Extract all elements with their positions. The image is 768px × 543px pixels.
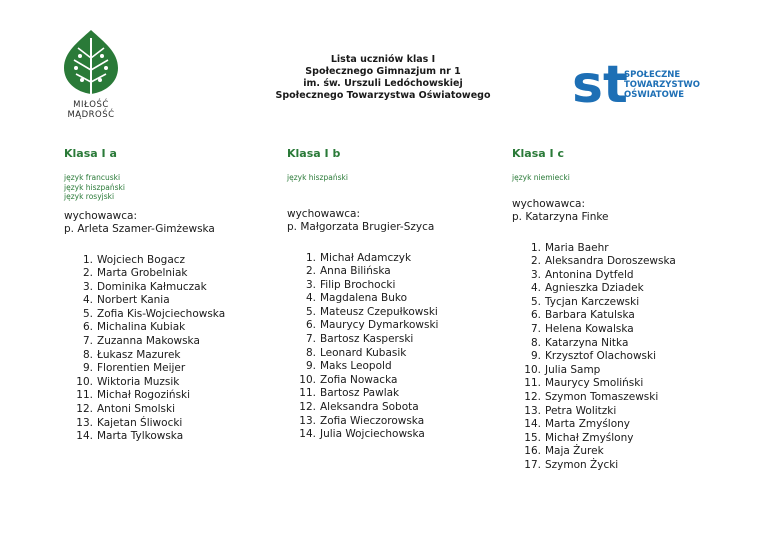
language-list: [512, 173, 722, 183]
student-name: Szymon Tomaszewski: [545, 391, 659, 404]
class-column-b: [287, 147, 497, 442]
student-name: Leonard Kubasik: [320, 346, 407, 359]
language-item: język francuski: [64, 173, 121, 182]
student-item: [287, 387, 497, 401]
sto-line3: OŚWIATOWE: [624, 90, 685, 100]
student-name: Szymon Życki: [545, 459, 619, 471]
teacher-label: wychowawca:: [512, 197, 586, 210]
document-title: [270, 54, 496, 102]
student-number: 14.: [76, 430, 93, 443]
student-number: 7.: [530, 323, 541, 336]
student-name: Mateusz Czepułkowski: [320, 305, 438, 318]
student-number: 10.: [76, 375, 93, 388]
class-name: Klasa I a: [64, 147, 117, 160]
student-name: Aleksandra Doroszewska: [545, 255, 676, 268]
student-item: [64, 376, 274, 390]
student-item: [64, 417, 274, 431]
student-name: Maurycy Smoliński: [545, 377, 644, 390]
language-item: język niemiecki: [512, 173, 570, 182]
title-line: im. św. Urszuli Ledóchowskiej: [303, 78, 463, 89]
student-name: Antonina Dytfeld: [545, 268, 634, 281]
student-item: [287, 279, 497, 293]
student-name: Michał Rogoziński: [97, 389, 191, 402]
student-number: 3.: [530, 268, 541, 281]
student-name: Marta Grobelniak: [97, 267, 188, 280]
student-number: 13.: [76, 416, 93, 429]
student-number: 1.: [82, 253, 93, 266]
student-number: 13.: [524, 404, 541, 417]
student-name: Zofia Nowacka: [320, 373, 398, 386]
student-name: Bartosz Kasperski: [320, 333, 414, 346]
student-name: Tycjan Karczewski: [545, 295, 640, 308]
student-number: 3.: [82, 280, 93, 293]
student-list: [287, 252, 497, 442]
student-item: [287, 428, 497, 442]
student-item: [64, 321, 274, 335]
student-name: Florentien Meijer: [97, 362, 186, 375]
student-number: 9.: [82, 362, 93, 375]
student-number: 6.: [530, 309, 541, 322]
school-logo: [58, 28, 124, 120]
student-number: 12.: [524, 391, 541, 404]
student-item: [64, 389, 274, 403]
student-name: Zuzanna Makowska: [97, 335, 200, 348]
student-number: 10.: [299, 373, 316, 386]
student-item: [512, 364, 722, 378]
student-number: 8.: [305, 346, 316, 359]
language-list: [287, 173, 497, 183]
class-teacher: [512, 198, 722, 224]
student-item: [512, 432, 722, 446]
student-item: [287, 252, 497, 266]
student-number: 6.: [305, 319, 316, 332]
student-number: 11.: [524, 377, 541, 390]
student-number: 14.: [299, 428, 316, 441]
student-name: Filip Brochocki: [320, 278, 396, 291]
student-item: [512, 350, 722, 364]
student-number: 14.: [524, 418, 541, 431]
student-item: [287, 265, 497, 279]
student-item: [64, 281, 274, 295]
student-number: 5.: [82, 307, 93, 320]
student-name: Norbert Kania: [97, 294, 170, 307]
student-number: 16.: [524, 445, 541, 458]
student-name: Bartosz Pawlak: [320, 387, 400, 400]
student-item: [512, 269, 722, 283]
student-item: [64, 308, 274, 322]
class-teacher: [287, 208, 497, 234]
student-item: [512, 459, 722, 473]
language-item: język hiszpański: [287, 173, 348, 182]
student-name: Anna Bilińska: [320, 265, 391, 278]
student-number: 17.: [524, 459, 541, 471]
student-name: Julia Samp: [545, 363, 601, 376]
student-name: Petra Wolitzki: [545, 404, 617, 417]
student-name: Marta Zmyślony: [545, 418, 631, 431]
student-name: Michał Zmyślony: [545, 431, 634, 444]
student-number: 1.: [530, 241, 541, 254]
student-name: Krzysztof Olachowski: [545, 350, 657, 363]
language-item: język rosyjski: [64, 192, 115, 201]
student-name: Julia Wojciechowska: [320, 428, 425, 441]
student-item: [512, 445, 722, 459]
class-column-c: [512, 147, 722, 473]
student-number: 4.: [82, 294, 93, 307]
student-number: 7.: [82, 335, 93, 348]
student-name: Zofia Kis-Wojciechowska: [97, 307, 226, 320]
title-line: Społecznego Gimnazjum nr 1: [305, 66, 461, 77]
teacher-name: p. Katarzyna Finke: [512, 210, 609, 223]
student-item: [512, 282, 722, 296]
student-number: 2.: [530, 255, 541, 268]
student-number: 9.: [530, 350, 541, 363]
tree-leaf-icon: [58, 28, 124, 96]
student-name: Wojciech Bogacz: [97, 253, 186, 266]
student-name: Zofia Wieczorowska: [320, 414, 425, 427]
student-number: 9.: [305, 360, 316, 373]
student-item: [512, 255, 722, 269]
language-item: język hiszpański: [64, 182, 125, 192]
student-number: 10.: [524, 363, 541, 376]
student-name: Marta Tylkowska: [97, 430, 184, 443]
student-number: 13.: [299, 414, 316, 427]
class-teacher: [64, 210, 274, 236]
student-item: [512, 242, 722, 256]
student-number: 8.: [530, 336, 541, 349]
student-number: 11.: [76, 389, 93, 402]
student-item: [64, 362, 274, 376]
student-item: [287, 415, 497, 429]
student-list: [64, 254, 274, 444]
sto-logo: [572, 54, 700, 115]
student-name: Kajetan Śliwocki: [97, 416, 183, 429]
student-name: Maria Baehr: [545, 241, 609, 254]
student-item: [512, 391, 722, 405]
student-item: [512, 323, 722, 337]
student-number: 15.: [524, 431, 541, 444]
class-name: Klasa I c: [512, 147, 564, 160]
student-name: Dominika Kałmuczak: [97, 280, 207, 293]
title-line: Lista uczniów klas I: [330, 54, 436, 65]
student-number: 4.: [530, 282, 541, 295]
sto-logo-mark: [572, 54, 700, 115]
student-number: 6.: [82, 321, 93, 334]
student-name: Aleksandra Sobota: [320, 401, 419, 414]
student-number: 1.: [305, 251, 316, 264]
student-number: 5.: [305, 305, 316, 318]
student-name: Maks Leopold: [320, 360, 392, 373]
student-number: 12.: [76, 403, 93, 416]
student-name: Antoni Smolski: [97, 403, 175, 416]
student-item: [287, 401, 497, 415]
student-item: [64, 349, 274, 363]
student-number: 5.: [530, 295, 541, 308]
logo-caption-line1: MIŁOŚĆ: [73, 100, 109, 110]
student-name: Łukasz Mazurek: [97, 348, 181, 361]
student-name: Maja Żurek: [545, 445, 604, 458]
teacher-name: p. Arleta Szamer-Gimżewska: [64, 222, 215, 235]
student-name: Katarzyna Nitka: [545, 336, 629, 349]
student-name: Barbara Katulska: [545, 309, 635, 322]
student-list: [512, 242, 722, 473]
sto-line1: SPOŁECZNE: [624, 70, 681, 80]
student-number: 2.: [82, 267, 93, 280]
student-item: [64, 267, 274, 281]
student-name: Agnieszka Dziadek: [545, 282, 644, 295]
student-item: [64, 294, 274, 308]
student-item: [287, 360, 497, 374]
logo-caption: [58, 100, 124, 120]
student-item: [64, 254, 274, 268]
student-number: 7.: [305, 333, 316, 346]
student-item: [287, 347, 497, 361]
class-name: Klasa I b: [287, 147, 341, 160]
language-list: [64, 173, 274, 202]
student-item: [287, 319, 497, 333]
student-item: [512, 309, 722, 323]
class-column-a: [64, 147, 274, 444]
sto-line2: TOWARZYSTWO: [624, 80, 700, 90]
student-name: Helena Kowalska: [545, 323, 634, 336]
student-item: [287, 333, 497, 347]
student-item: [64, 403, 274, 417]
teacher-label: wychowawca:: [64, 209, 138, 222]
student-item: [287, 306, 497, 320]
student-name: Magdalena Buko: [320, 292, 408, 305]
student-item: [64, 430, 274, 444]
student-item: [512, 418, 722, 432]
student-number: 11.: [299, 387, 316, 400]
student-number: 4.: [305, 292, 316, 305]
student-name: Michał Adamczyk: [320, 251, 412, 264]
student-item: [512, 405, 722, 419]
student-name: Wiktoria Muzsik: [97, 375, 180, 388]
student-name: Michalina Kubiak: [97, 321, 186, 334]
student-number: 2.: [305, 265, 316, 278]
teacher-label: wychowawca:: [287, 207, 361, 220]
title-line: Społecznego Towarzystwa Oświatowego: [275, 90, 491, 101]
teacher-name: p. Małgorzata Brugier-Szyca: [287, 220, 435, 233]
student-name: Maurycy Dymarkowski: [320, 319, 439, 332]
student-item: [64, 335, 274, 349]
student-number: 3.: [305, 278, 316, 291]
student-number: 8.: [82, 348, 93, 361]
logo-caption-line2: MĄDROŚĆ: [67, 110, 115, 120]
student-item: [287, 374, 497, 388]
student-item: [512, 337, 722, 351]
sto-letters: st: [572, 55, 628, 115]
student-item: [512, 377, 722, 391]
student-item: [287, 292, 497, 306]
student-item: [512, 296, 722, 310]
student-number: 12.: [299, 401, 316, 414]
